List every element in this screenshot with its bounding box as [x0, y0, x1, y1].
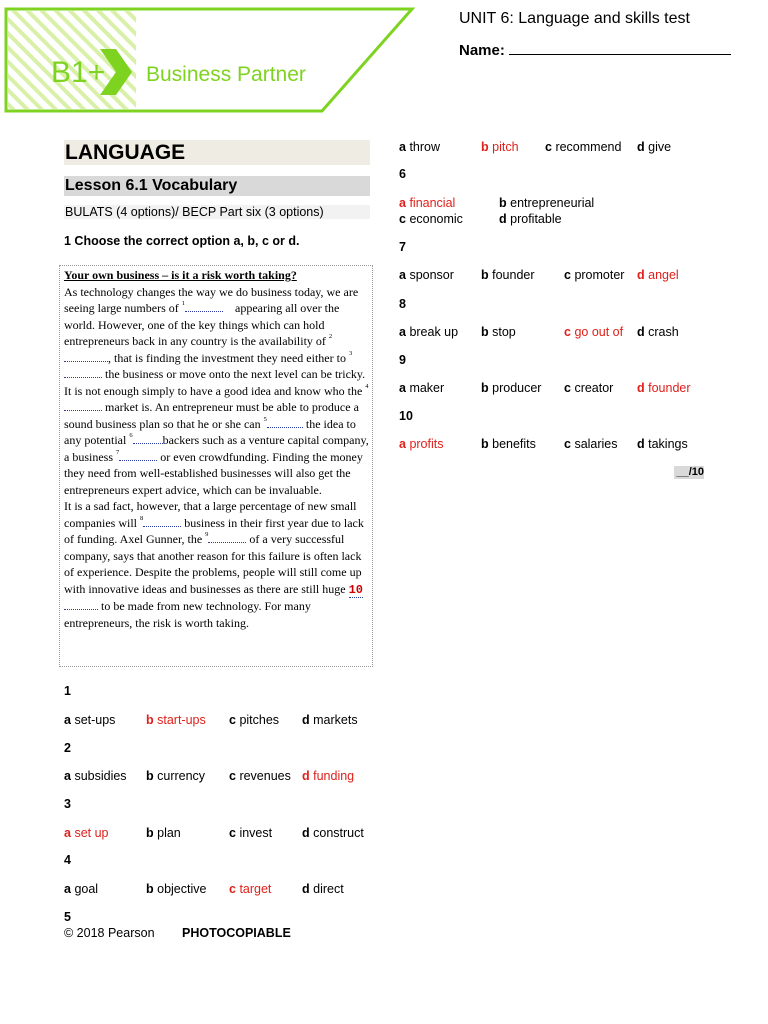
option-9c[interactable]: c creator — [564, 381, 614, 395]
photocopiable-label: PHOTOCOPIABLE — [182, 926, 291, 940]
option-10d[interactable]: d takings — [637, 437, 688, 451]
option-8b[interactable]: b stop — [481, 325, 516, 339]
question-number: 2 — [64, 741, 71, 755]
question-number: 6 — [399, 167, 406, 181]
question-number: 7 — [399, 240, 406, 254]
question-number: 1 — [64, 684, 71, 698]
unit-title: UNIT 6: Language and skills test — [459, 10, 690, 27]
option-7b[interactable]: b founder — [481, 268, 535, 282]
passage-title: Your own business – is it a risk worth taking? — [64, 268, 297, 282]
score-box[interactable]: __/10 — [674, 466, 704, 479]
question-number: 9 — [399, 353, 406, 367]
gap-4[interactable] — [64, 399, 102, 411]
question-number: 10 — [399, 409, 413, 423]
option-7d[interactable]: d angel — [637, 268, 679, 282]
gap-7[interactable] — [119, 449, 157, 461]
option-1a[interactable]: a set-ups — [64, 713, 116, 727]
passage-text — [64, 267, 370, 631]
section-title: LANGUAGE — [64, 140, 370, 165]
copyright: © 2018 Pearson — [64, 926, 155, 940]
question-number: 5 — [64, 910, 71, 924]
option-3a[interactable]: a set up — [64, 826, 109, 840]
option-6a[interactable]: a financial — [399, 196, 456, 210]
option-10a[interactable]: a profits — [399, 437, 444, 451]
option-4c[interactable]: c target — [229, 882, 272, 896]
name-label: Name: — [459, 42, 505, 59]
option-10c[interactable]: c salaries — [564, 437, 618, 451]
option-5c[interactable]: c recommend — [545, 140, 622, 154]
option-4b[interactable]: b objective — [146, 882, 207, 896]
option-1d[interactable]: d markets — [302, 713, 358, 727]
option-7a[interactable]: a sponsor — [399, 268, 454, 282]
gap-10[interactable]: 10 — [348, 582, 364, 597]
option-3c[interactable]: c invest — [229, 826, 273, 840]
option-1c[interactable]: c pitches — [229, 713, 280, 727]
lesson-title: Lesson 6.1 Vocabulary — [64, 176, 370, 196]
question-number: 4 — [64, 853, 71, 867]
option-2a[interactable]: a subsidies — [64, 769, 127, 783]
logo-level-text: B1+ — [51, 56, 106, 89]
gap-3[interactable] — [64, 366, 102, 378]
option-5b[interactable]: b pitch — [481, 140, 519, 154]
name-field[interactable] — [459, 42, 731, 59]
option-5d[interactable]: d give — [637, 140, 672, 154]
option-10b[interactable]: b benefits — [481, 437, 536, 451]
option-6d[interactable]: d profitable — [499, 212, 562, 226]
gap-9[interactable] — [208, 531, 246, 543]
option-9d[interactable]: d founder — [637, 381, 691, 395]
option-6c[interactable]: c economic — [399, 212, 463, 226]
option-3b[interactable]: b plan — [146, 826, 181, 840]
option-8c[interactable]: c go out of — [564, 325, 624, 339]
gap-5[interactable] — [267, 416, 303, 428]
business-partner-logo — [0, 0, 420, 118]
option-1b[interactable]: b start-ups — [146, 713, 206, 727]
option-2d[interactable]: d funding — [302, 769, 355, 783]
option-4d[interactable]: d direct — [302, 882, 344, 896]
gap-2[interactable] — [64, 350, 108, 362]
option-6b[interactable]: b entrepreneurial — [499, 196, 595, 210]
passage-paragraph-2: It is a sad fact, however, that a large percentage of new small companies will $^8$ business in their first year due to lack of funding. Axel Gunner, the $^9$ of a very successful company, says that another reason for this failure is often lack of experience. Despite the problems, people will still come up with innovative ideas and businesses as there are still huge 10 to be made from new technology. For many entrepreneurs, the risk is worth taking. — [64, 499, 364, 630]
question-number: 8 — [399, 297, 406, 311]
name-line[interactable] — [509, 42, 731, 55]
option-2c[interactable]: c revenues — [229, 769, 291, 783]
option-3d[interactable]: d construct — [302, 826, 364, 840]
passage-paragraph-1: As technology changes the way we do business today, we are seeing large numbers of $^1$ appearing all over the world. However, one of the key things which can hold entrepreneurs back in any country is the availability of $^2$, that is finding the investment they need either to $^3$ the business or move onto the next level can be tricky. It is not enough simply to have a good idea and know who the $^4$ market is. An entrepreneur must be able to produce a sound business plan so that he or she can $^5$ the idea to any potential $^6$ backers such as a venture capital company, a business $^7$ or even crowdfunding. Finding the money they need from well-established businesses will also get the entrepreneurs expert advice, which can be invaluable. — [64, 284, 369, 497]
question-number: 3 — [64, 797, 71, 811]
gap-1[interactable] — [185, 300, 223, 312]
option-2b[interactable]: b currency — [146, 769, 206, 783]
gap-10-line[interactable] — [64, 598, 98, 610]
option-7c[interactable]: c promoter — [564, 268, 625, 282]
logo-brand-text: Business Partner — [146, 63, 306, 86]
gap-6[interactable] — [133, 432, 163, 444]
option-5a[interactable]: a throw — [399, 140, 441, 154]
option-8d[interactable]: d crash — [637, 325, 679, 339]
gap-8[interactable] — [143, 515, 181, 527]
option-4a[interactable]: a goal — [64, 882, 99, 896]
option-9a[interactable]: a maker — [399, 381, 445, 395]
exam-info: BULATS (4 options)/ BECP Part six (3 options) — [64, 205, 370, 219]
instruction: 1 Choose the correct option a, b, c or d. — [64, 234, 300, 248]
option-8a[interactable]: a break up — [399, 325, 459, 339]
option-9b[interactable]: b producer — [481, 381, 542, 395]
